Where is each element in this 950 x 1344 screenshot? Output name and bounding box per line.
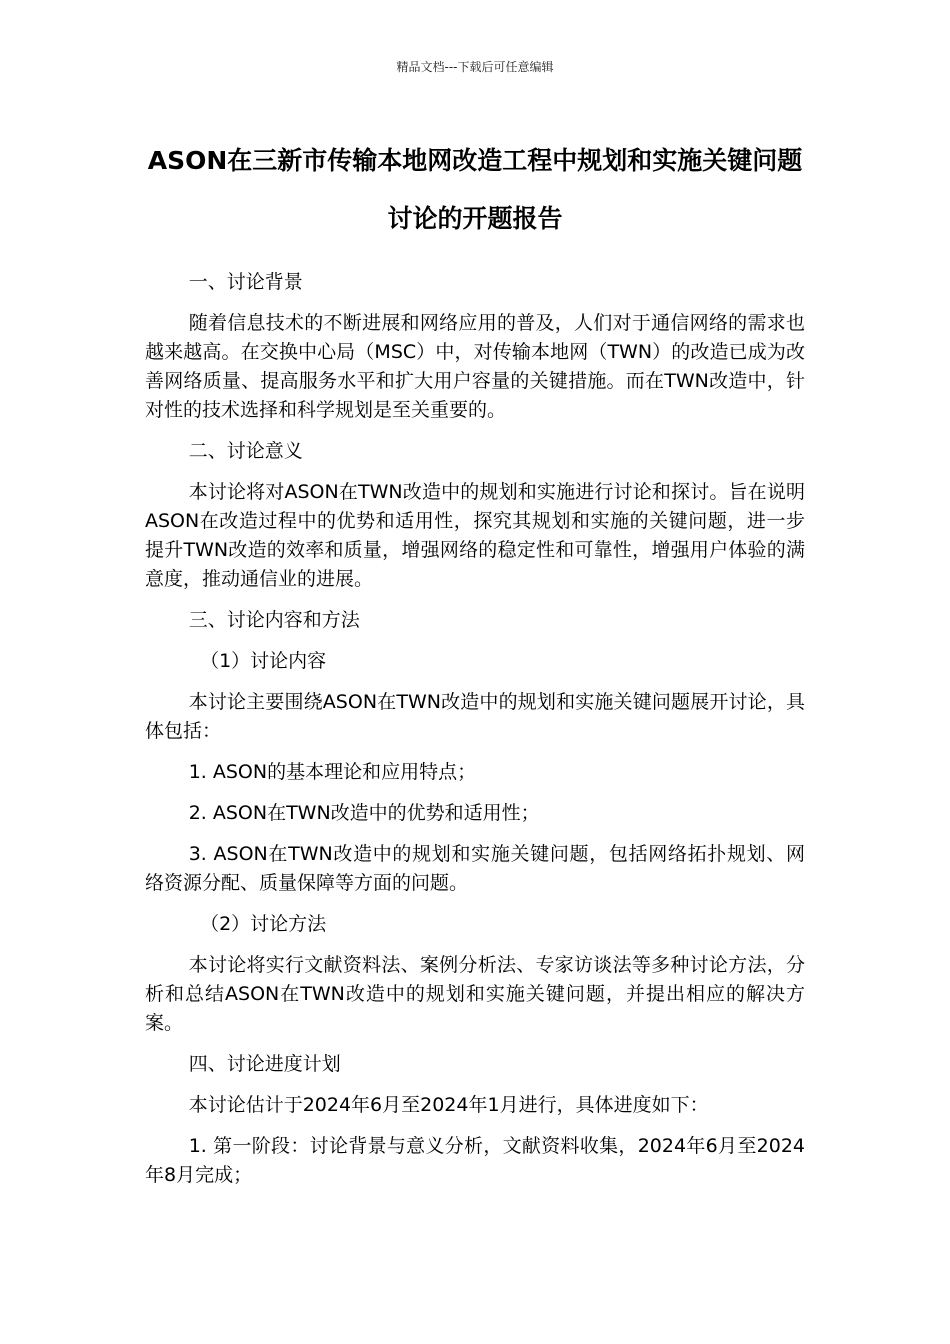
document-title: ASON在三新市传输本地网改造工程中规划和实施关键问题讨论的开题报告 xyxy=(147,146,803,233)
section-1-paragraph: 随着信息技术的不断进展和网络应用的普及，人们对于通信网络的需求也越来越高。在交换中心局（MSC）中，对传输本地网（TWN）的改造已成为改善网络质量、提高服务水平和扩大用户容量的关键措施。而在TWN改造中，针对性的技术选择和科学规划是至关重要的。 xyxy=(145,312,805,421)
list-item: 1. 第一阶段：讨论背景与意义分析，文献资料收集，2024年6月至2024年8月完成； xyxy=(145,1135,805,1186)
section-3-subheading-2: （2）讨论方法 xyxy=(200,913,327,935)
list-item: 2. ASON在TWN改造中的优势和适用性； xyxy=(188,802,540,824)
section-2-heading: 二、讨论意义 xyxy=(188,440,303,462)
document-body xyxy=(145,268,805,1202)
section-4-heading: 四、讨论进度计划 xyxy=(188,1053,341,1075)
list-item: 3. ASON在TWN改造中的规划和实施关键问题，包括网络拓扑规划、网络资源分配、质量保障等方面的问题。 xyxy=(145,843,805,894)
list-item: 1. ASON的基本理论和应用特点； xyxy=(188,761,477,783)
header-note: 精品文档---下载后可任意编辑 xyxy=(396,60,554,74)
section-1-heading: 一、讨论背景 xyxy=(188,271,303,293)
section-3-paragraph-2: 本讨论将实行文献资料法、案例分析法、专家访谈法等多种讨论方法，分析和总结ASON在TWN改造中的规划和实施关键问题，并提出相应的解决方案。 xyxy=(145,954,805,1034)
section-3-heading: 三、讨论内容和方法 xyxy=(188,609,360,631)
section-2-paragraph: 本讨论将对ASON在TWN改造中的规划和实施进行讨论和探讨。旨在说明ASON在改造过程中的优势和适用性，探究其规划和实施的关键问题，进一步提升TWN改造的效率和质量，增强网络的稳定性和可靠性，增强用户体验的满意度，推动通信业的进展。 xyxy=(145,481,805,590)
section-4-paragraph: 本讨论估计于2024年6月至2024年1月进行，具体进度如下： xyxy=(188,1094,709,1116)
section-3-subheading-1: （1）讨论内容 xyxy=(200,650,327,672)
section-3-paragraph-1: 本讨论主要围绕ASON在TWN改造中的规划和实施关键问题展开讨论，具体包括： xyxy=(145,691,805,742)
